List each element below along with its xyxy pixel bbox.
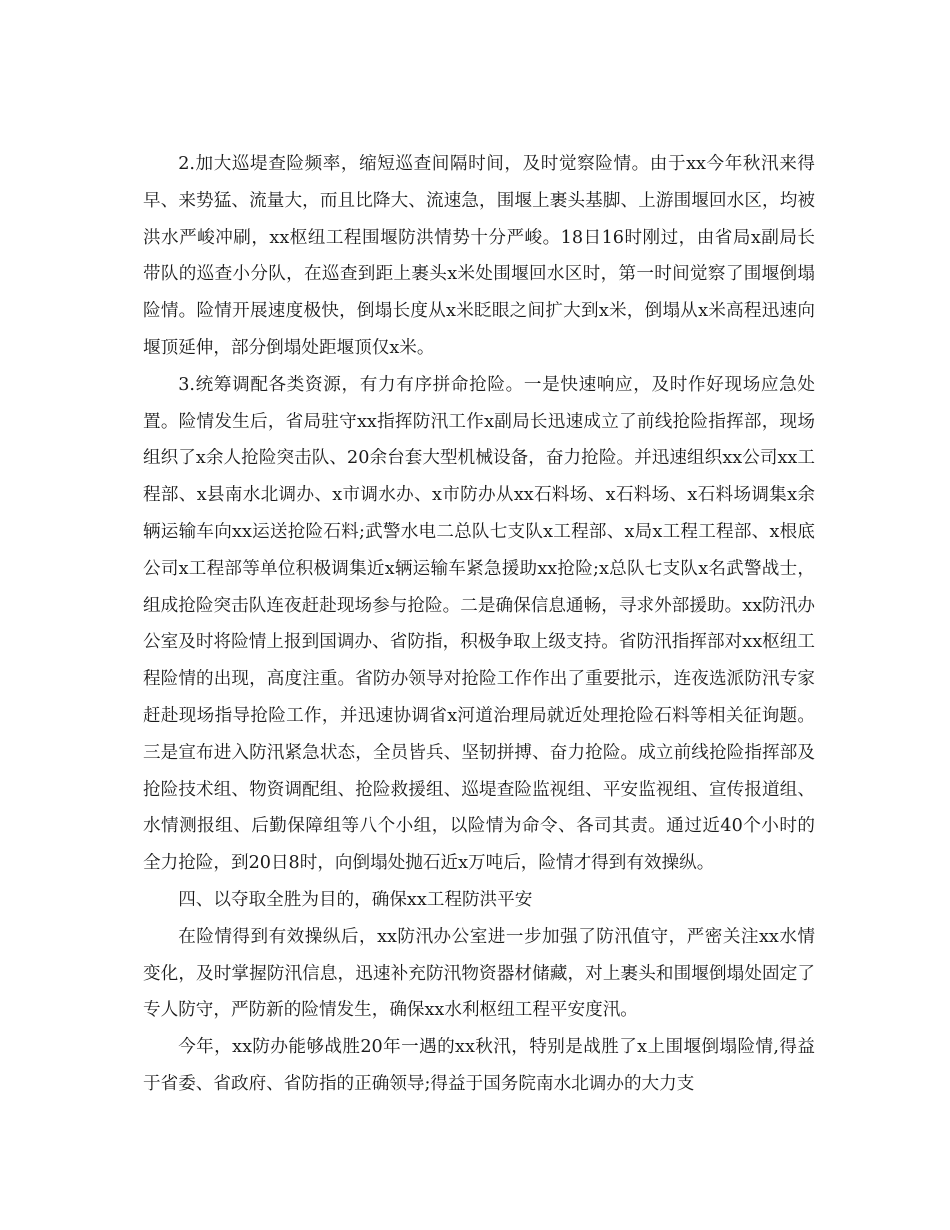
paragraph-flood-watch: 在险情得到有效操纵后，xx防汛办公室进一步加强了防汛值守，严密关注xx水情变化，及时掌握防汛信息，迅速补充防汛物资器材储藏，对上裹头和围堰倒塌处固定了专人防守，严防新的险情发生，确保xx水利枢纽工程平安度汛。 <box>143 926 815 1021</box>
paragraph-patrol-frequency: 2.加大巡堤查险频率，缩短巡查间隔时间，及时觉察险情。由于xx今年秋汛来得早、来势猛、流量大，而且比降大、流速急，围堰上裹头基脚、上游围堰回水区，均被洪水严峻冲刷，xx枢纽工程围堰防洪情势十分严峻。18日16时刚过，由省局x副局长带队的巡查小分队，在巡查到距上裹头x米处围堰回水区时，第一时间觉察了围堰倒塌险情。险情开展速度极快，倒塌长度从x米眨眼之间扩大到x米，倒塌从x米高程迅速向堰顶延伸，部分倒塌处距堰顶仅x米。 <box>143 154 815 358</box>
paragraph-resource-allocation: 3.统筹调配各类资源，有力有序拼命抢险。一是快速响应，及时作好现场应急处置。险情发生后，省局驻守xx指挥防汛工作x副局长迅速成立了前线抢险指挥部，现场组织了x余人抢险突击队、20余台套大型机械设备，奋力抢险。并迅速组织xx公司xx工程部、x县南水北调办、x市调水办、x市防办从xx石料场、x石料场、x石料场调集x余辆运输车向xx运送抢险石料;武警水电二总队七支队x工程部、x局x工程工程部、x根底公司x工程部等单位积极调集近x辆运输车紧急援助xx抢险;x总队七支队x名武警战士，组成抢险突击队连夜赶赴现场参与抢险。二是确保信息通畅，寻求外部援助。xx防汛办公室及时将险情上报到国调办、省防指，积极争取上级支持。省防汛指挥部对xx枢纽工程险情的出现，高度注重。省防办领导对抢险工作作出了重要批示，连夜选派防汛专家赶赴现场指导抢险工作，并迅速协调省x河道治理局就近处理抢险石料等相关征询题。三是宣布进入防汛紧急状态，全员皆兵、坚韧拼搏、奋力抢险。成立前线抢险指挥部及抢险技术组、物资调配组、抢险救援组、巡堤查险监视组、平安监视组、宣传报道组、水情测报组、后勤保障组等八个小组，以险情为命令、各司其责。通过近40个小时的全力抢险，到20日8时，向倒塌处抛石近x万吨后，险情才得到有效操纵。 <box>143 374 815 874</box>
section-heading-four: 四、以夺取全胜为目的，确保xx工程防洪平安 <box>178 889 533 910</box>
document-body <box>143 146 815 1103</box>
paragraph-summary: 今年，xx防办能够战胜20年一遇的xx秋汛，特别是战胜了x上围堰倒塌险情,得益于省委、省政府、省防指的正确领导;得益于国务院南水北调办的大力支 <box>143 1037 815 1094</box>
